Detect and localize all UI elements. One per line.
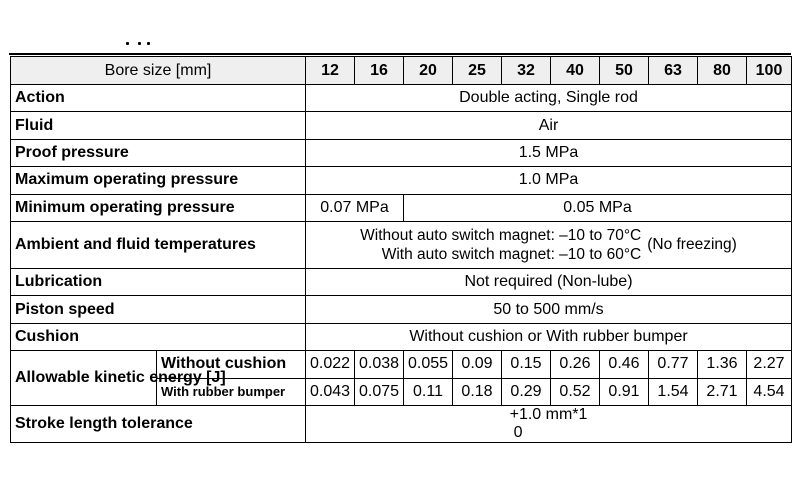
kinetic-value: 0.11 [404, 378, 453, 405]
temperature-with-magnet: With auto switch magnet: –10 to 60°C [381, 245, 642, 263]
temperature-without-magnet: Without auto switch magnet: –10 to 70°C [360, 226, 642, 244]
min-operating-pressure-row [11, 194, 792, 221]
tolerance-upper: +1.0 mm*1 [509, 405, 588, 423]
kinetic-energy-label: Allowable kinetic energy [J] [11, 351, 157, 406]
bore-size-header-row [11, 57, 792, 85]
kinetic-value: 0.52 [551, 378, 600, 405]
temperature-value [306, 221, 792, 268]
proof-pressure-row [11, 139, 792, 166]
action-value: Double acting, Single rod [306, 85, 792, 112]
proof-pressure-label: Proof pressure [11, 139, 306, 166]
min-pressure-other-bores-value: 0.05 MPa [404, 194, 792, 221]
kinetic-value: 4.54 [747, 378, 792, 405]
max-operating-pressure-label: Maximum operating pressure [11, 167, 306, 194]
kinetic-value: 0.055 [404, 351, 453, 378]
kinetic-value: 1.54 [649, 378, 698, 405]
tolerance-lower: 0 [513, 423, 523, 441]
lubrication-label: Lubrication [11, 268, 306, 295]
bore-size-cell: 63 [649, 57, 698, 85]
proof-pressure-value: 1.5 MPa [306, 139, 792, 166]
temperature-row [11, 221, 792, 268]
kinetic-value: 0.043 [306, 378, 355, 405]
bore-size-cell: 100 [747, 57, 792, 85]
piston-speed-row [11, 296, 792, 323]
kinetic-value: 0.15 [502, 351, 551, 378]
cushion-value: Without cushion or With rubber bumper [306, 323, 792, 350]
cushion-label: Cushion [11, 323, 306, 350]
kinetic-value: 2.27 [747, 351, 792, 378]
fluid-value: Air [306, 112, 792, 139]
stroke-tolerance-value [306, 405, 792, 442]
min-operating-pressure-label: Minimum operating pressure [11, 194, 306, 221]
cropped-heading-remnant [120, 38, 160, 48]
kinetic-value: 0.09 [453, 351, 502, 378]
top-rule [9, 53, 791, 55]
stroke-tolerance-row [11, 405, 792, 442]
bore-size-cell: 50 [600, 57, 649, 85]
max-operating-pressure-value: 1.0 MPa [306, 167, 792, 194]
bore-size-cell: 80 [698, 57, 747, 85]
piston-speed-label: Piston speed [11, 296, 306, 323]
bore-size-cell: 12 [306, 57, 355, 85]
kinetic-value: 0.038 [355, 351, 404, 378]
kinetic-energy-without-cushion-row [11, 351, 792, 378]
cushion-row [11, 323, 792, 350]
bore-size-label: Bore size [mm] [11, 57, 306, 85]
fluid-row [11, 112, 792, 139]
lubrication-value: Not required (Non-lube) [306, 268, 792, 295]
lubrication-row [11, 268, 792, 295]
kinetic-value: 0.77 [649, 351, 698, 378]
no-freezing-note: (No freezing) [647, 235, 737, 253]
bore-size-cell: 20 [404, 57, 453, 85]
fluid-label: Fluid [11, 112, 306, 139]
kinetic-value: 0.29 [502, 378, 551, 405]
kinetic-value: 0.26 [551, 351, 600, 378]
bore-size-cell: 16 [355, 57, 404, 85]
kinetic-value: 0.022 [306, 351, 355, 378]
bore-size-cell: 40 [551, 57, 600, 85]
temperature-label: Ambient and fluid temperatures [11, 221, 306, 268]
min-pressure-bore-12-value: 0.07 MPa [306, 194, 404, 221]
max-operating-pressure-row [11, 167, 792, 194]
kinetic-value: 0.46 [600, 351, 649, 378]
without-cushion-label: Without cushion [157, 351, 306, 378]
action-row [11, 85, 792, 112]
kinetic-value: 0.18 [453, 378, 502, 405]
kinetic-value: 0.075 [355, 378, 404, 405]
bore-size-cell: 25 [453, 57, 502, 85]
stroke-tolerance-label: Stroke length tolerance [11, 405, 306, 442]
kinetic-value: 2.71 [698, 378, 747, 405]
kinetic-value: 1.36 [698, 351, 747, 378]
kinetic-value: 0.91 [600, 378, 649, 405]
with-rubber-bumper-label: With rubber bumper [157, 378, 306, 405]
piston-speed-value: 50 to 500 mm/s [306, 296, 792, 323]
bore-size-cell: 32 [502, 57, 551, 85]
action-label: Action [11, 85, 306, 112]
specifications-table [10, 56, 792, 443]
